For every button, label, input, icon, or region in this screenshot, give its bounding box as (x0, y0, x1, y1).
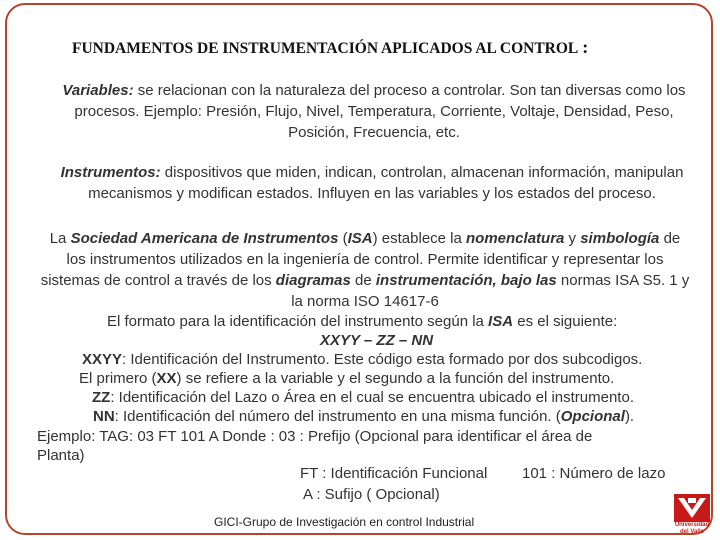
variables-term: Variables: (62, 82, 134, 99)
isa-simbologia: simbología (580, 230, 660, 247)
formato-line (107, 312, 617, 331)
ejemplo-ft: FT : Identificación Funcional (300, 465, 488, 482)
zz-line (92, 388, 634, 407)
formato-text-pre: El formato para la identificación del instrumento según la (107, 313, 489, 330)
ejemplo-line-1: Ejemplo: TAG: 03 FT 101 A Donde : 03 : Prefijo (Opcional para identificar el área de (37, 428, 593, 445)
nn-text-pre: : Identificación del número del instrumento en una misma función. ( (114, 408, 561, 425)
formato-text-post: es el siguiente: (513, 313, 618, 330)
instrumentos-paragraph (42, 162, 702, 204)
formato-isa: ISA (488, 313, 514, 330)
nn-label: NN (93, 408, 115, 425)
nn-opcional: Opcional (560, 408, 625, 425)
variables-paragraph (60, 80, 688, 143)
isa-text-4: y (564, 230, 581, 247)
xxyy-text: : Identificación del Instrumento. Este código esta formado por dos subcodigos. (122, 351, 643, 368)
title-text: FUNDAMENTOS DE INSTRUMENTACIÓN APLICADOS AL CONTROL (72, 40, 579, 57)
ejemplo-line-2: Planta) (37, 447, 85, 464)
title-colon: : (582, 37, 589, 57)
xxyy-line2-pre: El primero ( (79, 370, 157, 387)
logo-line-1: Universidad (674, 522, 710, 528)
logo-line-2: del Valle (679, 529, 704, 535)
footer-text: GICI-Grupo de Investigación en control Industrial (214, 515, 475, 529)
isa-text-1: La (49, 230, 71, 247)
isa-text-5: de los instrumentos utilizados en la ingeniería de control. Permite identificar y representar los sistemas de control a través de los (40, 230, 681, 289)
isa-text-3: ) establece la (372, 230, 467, 247)
instrumentos-text: dispositivos que miden, indican, controlan, almacenan información, manipulan mecanismos y modifican estados. Influyen en las variables y los estados del proceso. (88, 164, 684, 202)
instrumentos-term: Instrumentos: (60, 164, 161, 181)
isa-diagramas: diagramas (275, 272, 351, 289)
isa-text-2: ( (338, 230, 348, 247)
nn-line (93, 407, 634, 426)
isa-nomenclatura: nomenclatura (466, 230, 565, 247)
formato-code: XXYY – ZZ – NN (320, 332, 434, 349)
isa-abbr: ISA (347, 230, 373, 247)
ejemplo-sufijo: A : Sufijo ( Opcional) (303, 486, 440, 503)
isa-text-6: de (350, 272, 376, 289)
xxyy-line (82, 350, 642, 369)
nn-text-post: ). (624, 408, 635, 425)
zz-label: ZZ (92, 389, 111, 406)
ejemplo-lazo: 101 : Número de lazo (522, 465, 666, 482)
xxyy-label: XXYY (82, 351, 123, 368)
logo-text (672, 522, 712, 536)
isa-paragraph (40, 228, 690, 312)
xxyy-line2-xx: XX (156, 370, 177, 387)
variables-text: se relacionan con la naturaleza del proceso a controlar. Son tan diversas como los procesos. Ejemplo: Presión, Flujo, Nivel, Temperatura, Corriente, Voltaje, Densidad, Peso, Posición, Frecuencia, etc. (74, 82, 686, 141)
logo-bar (688, 498, 696, 503)
slide-title (72, 37, 588, 58)
zz-text: : Identificación del Lazo o Área en el cual se encuentra ubicado el instrumento. (110, 389, 634, 406)
isa-text-7: normas ISA S5. 1 y la norma ISO 14617-6 (291, 272, 690, 310)
xxyy-line-2 (79, 369, 614, 388)
isa-org: Sociedad Americana de Instrumentos (70, 230, 339, 247)
xxyy-line2-post: ) se refiere a la variable y el segundo a la función del instrumento. (176, 370, 615, 387)
isa-instrumentacion: instrumentación, bajo las (375, 272, 557, 289)
